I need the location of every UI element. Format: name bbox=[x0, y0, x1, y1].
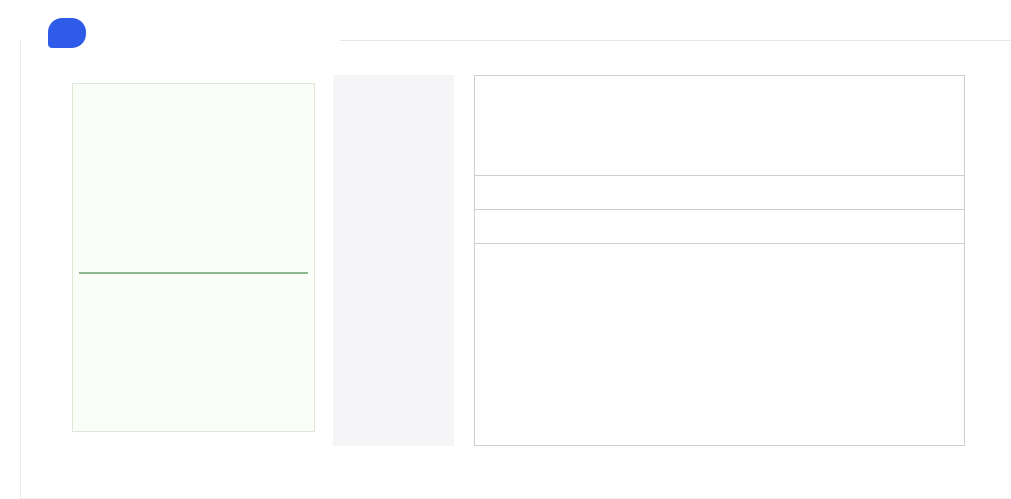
scanned-document-image bbox=[73, 84, 314, 431]
ocr-block-periods bbox=[475, 76, 964, 176]
ocr-block-title bbox=[475, 176, 964, 210]
header-divider bbox=[340, 40, 1011, 41]
comparison-gap-panel bbox=[333, 75, 454, 446]
ocr-block-cashflow bbox=[475, 244, 964, 262]
scan-cashflow-table bbox=[79, 272, 308, 274]
ocr-block-header bbox=[475, 210, 964, 244]
section-header bbox=[48, 14, 92, 64]
ocr-result-table bbox=[474, 75, 965, 446]
section-number-badge bbox=[48, 18, 86, 48]
